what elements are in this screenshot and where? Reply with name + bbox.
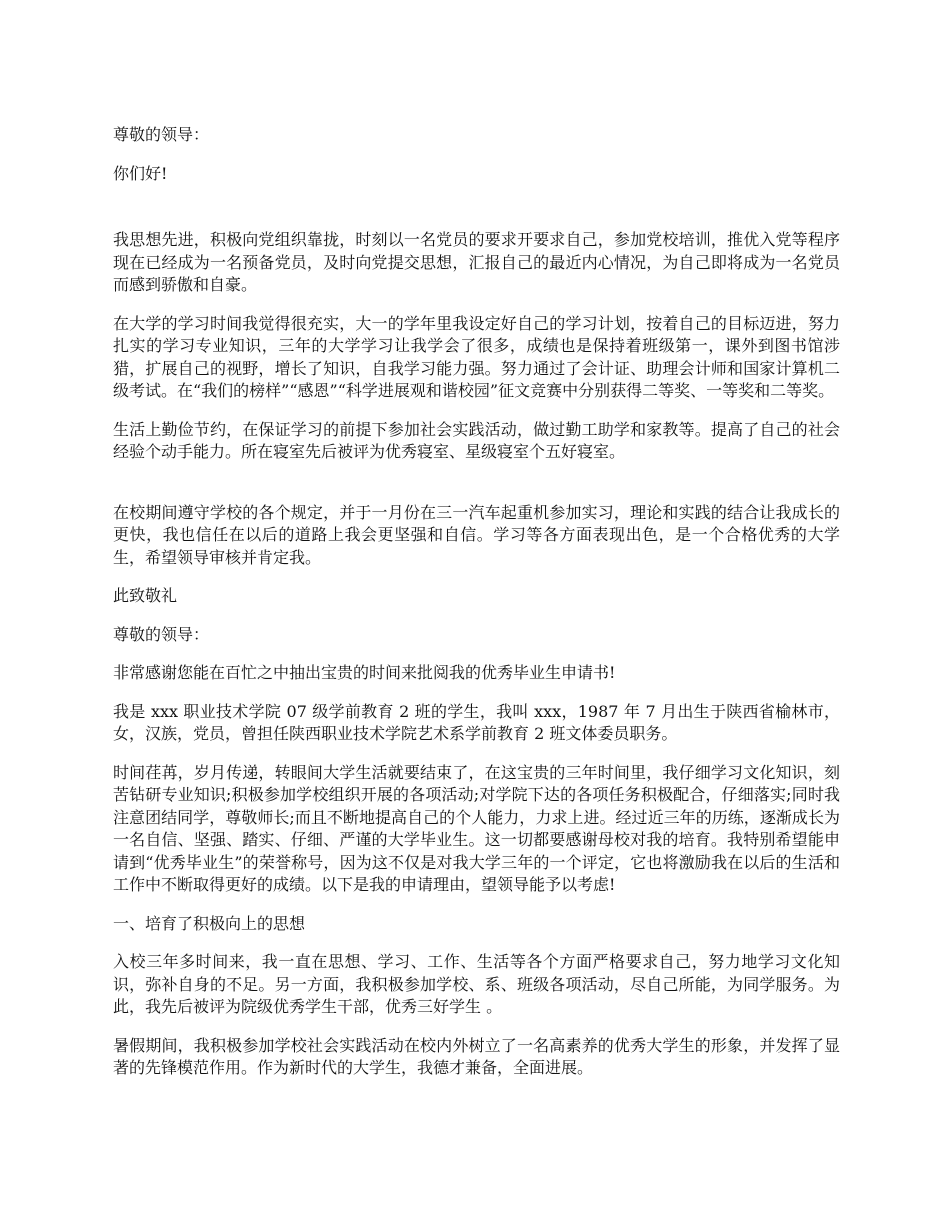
paragraph-life: 生活上勤俭节约，在保证学习的前提下参加社会实践活动，做过勤工助学和家教等。提高了自己的社会经验个动手能力。所在寝室先后被评为优秀寝室、星级寝室个五好寝室。: [113, 419, 840, 461]
document-page: [113, 124, 840, 1096]
paragraph-conduct: 在校期间遵守学校的各个规定，并于一月份在三一汽车起重机参加实习，理论和实践的结合让我成长的更快，我也信任在以后的道路上我会更坚强和自信。学习等各方面表现出色，是一个合格优秀的大学生，希望领导审核并肯定我。: [113, 502, 840, 567]
salutation: 尊敬的领导：: [113, 125, 210, 144]
paragraph-political: 我思想先进，积极向党组织靠拢，时刻以一名党员的要求开要求自己，参加党校培训，推优入党等程序现在已经成为一名预备党员，及时向党提交思想，汇报自己的最近内心情况，为自己即将成为一名党员而感到骄傲和自豪。: [113, 230, 840, 294]
greeting: 你们好!: [113, 163, 168, 183]
closing: 此致敬礼: [113, 586, 178, 605]
spacer: [113, 201, 840, 229]
paragraph-practice: 暑假期间，我积极参加学校社会实践活动在校内外树立了一名高素养的优秀大学生的形象，并发挥了显著的先锋模范作用。作为新时代的大学生，我德才兼备，全面进展。: [113, 1035, 840, 1077]
spacer: [113, 480, 840, 502]
paragraph-thought: 入校三年多时间来，我一直在思想、学习、工作、生活等各个方面严格要求自己，努力地学习文化知识，弥补自身的不足。另一方面，我积极参加学校、系、班级各项活动，尽自己所能，为同学服务。为此，我先后被评为院级优秀学生干部，优秀三好学生 。: [113, 952, 840, 1016]
salutation: 尊敬的领导：: [113, 624, 210, 644]
paragraph-intro: 我是 xxx 职业技术学院 07 级学前教育 2 班的学生，我叫 xxx，1987 年 7 月出生于陕西省榆林市，女，汉族，党员，曾担任陕西职业技术学院艺术系学前教育 2 班文体委员职务。: [113, 701, 840, 743]
paragraph-study: 在大学的学习时间我觉得很充实，大一的学年里我设定好自己的学习计划，按着自己的目标迈进，努力扎实的学习专业知识，三年的大学学习让我学会了很多，成绩也是保持着班级第一，课外到图书馆涉猎，扩展自己的视野，增长了知识，自我学习能力强。努力通过了会计证、助理会计师和国家计算机二级考试。在“我们的榜样”“感恩”“科学进展观和谐校园”征文竞赛中分别获得二等奖、一等奖和二等奖。: [113, 313, 840, 400]
section-heading: 一、培育了积极向上的思想: [113, 913, 306, 933]
paragraph-thanks: 非常感谢您能在百忙之中抽出宝贵的时间来批阅我的优秀毕业生申请书!: [113, 663, 616, 682]
paragraph-reflection: 时间荏苒，岁月传递，转眼间大学生活就要结束了，在这宝贵的三年时间里，我仔细学习文化知识，刻苦钻研专业知识;积极参加学校组织开展的各项活动;对学院下达的各项任务积极配合，仔细落实;同时我注意团结同学，尊敬师长;而且不断地提高自己的个人能力，力求上进。经过近三年的历练，逐渐成长为一名自信、坚强、踏实、仔细、严谨的大学毕业生。这一切都要感谢母校对我的培育。我特别希望能申请到“优秀毕业生”的荣誉称号，因为这不仅是对我大学三年的一个评定，它也将激励我在以后的生活和工作中不断取得更好的成绩。以下是我的申请理由，望领导能予以考虑!: [113, 762, 840, 894]
